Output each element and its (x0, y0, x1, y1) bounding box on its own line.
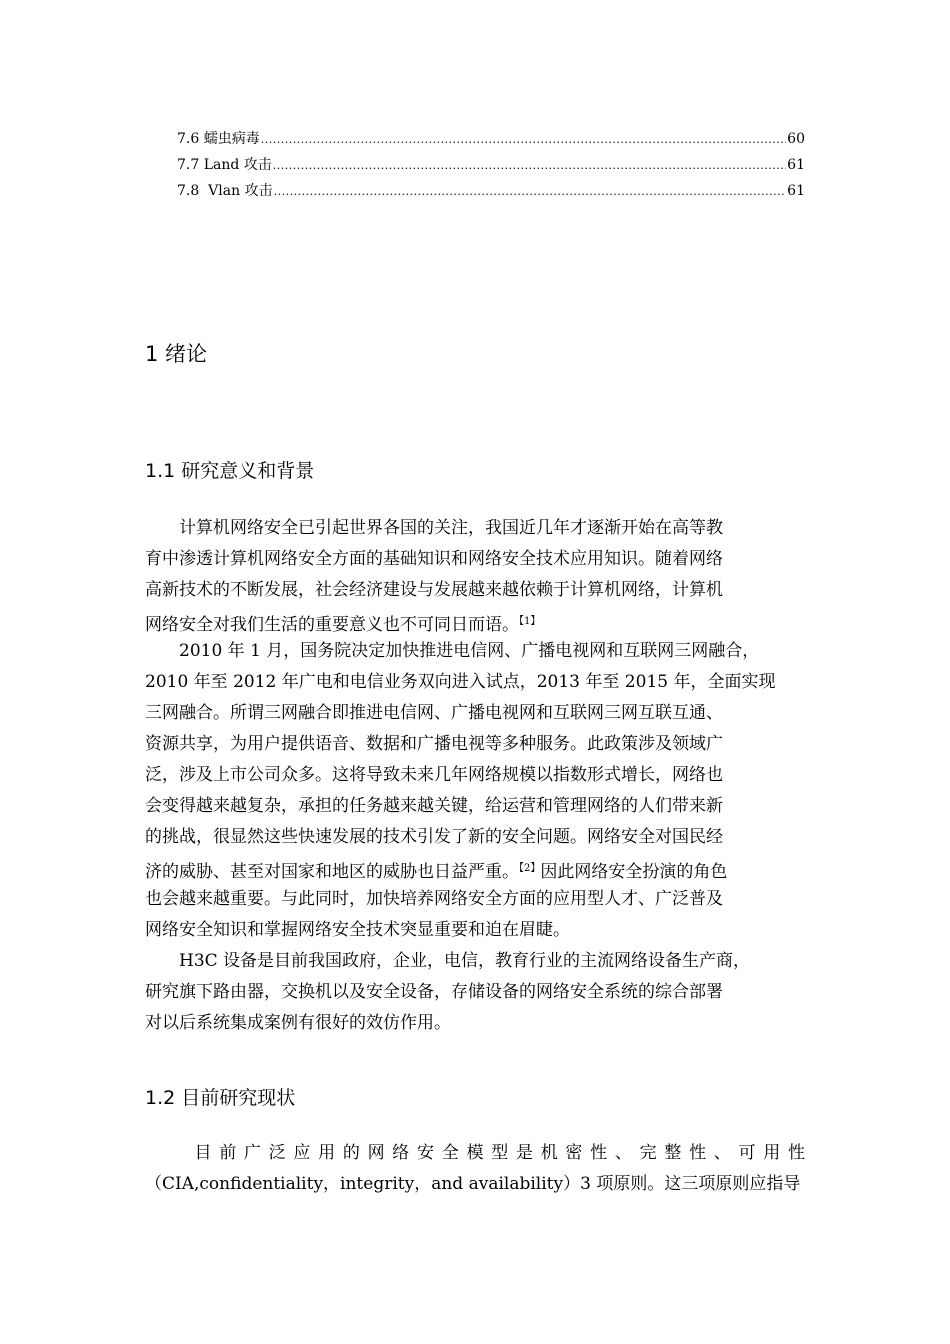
table-of-contents (177, 126, 805, 204)
paragraph-line: 2010 年 1 月，国务院决定加快推进电信网、广播电视网和互联网三网融合， (145, 641, 760, 661)
toc-leader-dots (274, 179, 787, 205)
citation-ref[interactable]: 【2】 (519, 863, 541, 874)
paragraph-line: 目前广泛应用的网络安全模型是机密性、完整性、可用性 (145, 1143, 805, 1163)
paragraph-line: 研究旗下路由器，交换机以及安全设备，存储设备的网络安全系统的综合部署 (145, 982, 723, 1002)
line-text: 网络安全对我们生活的重要意义也不可同日而语。 (145, 615, 519, 635)
paragraph-line: 育中渗透计算机网络安全方面的基础知识和网络安全技术应用知识。随着网络 (145, 549, 723, 569)
paragraph-line: 计算机网络安全已引起世界各国的关注，我国近几年才逐渐开始在高等教 (145, 518, 723, 538)
paragraph-line (145, 853, 805, 884)
paragraph-line: 也会越来越重要。与此同时，加快培养网络安全方面的应用型人才、广泛普及 (145, 889, 723, 909)
paragraph (145, 636, 805, 946)
paragraph-line: 网络安全知识和掌握网络安全技术突显重要和迫在眉睫。 (145, 920, 570, 940)
toc-entry-page: 61 (787, 157, 805, 173)
section-heading: 1.1 研究意义和背景 (145, 460, 315, 482)
line-text: 济的威胁、甚至对国家和地区的威胁也日益严重。 (145, 862, 519, 882)
section-heading: 1.2 目前研究现状 (145, 1087, 296, 1109)
paragraph-line: H3C 设备是目前我国政府，企业，电信，教育行业的主流网络设备生产商， (145, 951, 751, 971)
paragraph (145, 513, 805, 637)
toc-entry[interactable] (177, 126, 805, 152)
toc-leader-dots (273, 153, 786, 179)
paragraph-line: （CIA,confidentiality，integrity，and availability）3 项原则。这三项原则应指导 (145, 1174, 801, 1194)
paragraph-line: 对以后系统集成案例有很好的效仿作用。 (145, 1013, 451, 1033)
toc-entry[interactable] (177, 152, 805, 178)
paragraph-line: 会变得越来越复杂，承担的任务越来越关键，给运营和管理网络的人们带来新 (145, 796, 723, 816)
paragraph (145, 1138, 805, 1200)
paragraph-line: 泛，涉及上市公司众多。这将导致未来几年网络规模以指数形式增长，网络也 (145, 765, 723, 785)
line-text: 因此网络安全扮演的角色 (540, 862, 728, 882)
chapter-title: 1 绪论 (145, 342, 208, 366)
toc-entry-label: 7.6 蠕虫病毒 (177, 131, 260, 147)
paragraph-line: 三网融合。所谓三网融合即推进电信网、广播电视网和互联网三网互联互通、 (145, 703, 723, 723)
toc-entry-label: 7.8 Vlan 攻击 (177, 183, 273, 199)
toc-leader-dots (261, 127, 786, 153)
paragraph-line: 资源共享，为用户提供语音、数据和广播电视等多种服务。此政策涉及领域广 (145, 734, 723, 754)
paragraph-line (145, 606, 805, 637)
toc-entry-page: 61 (787, 183, 805, 199)
toc-entry-page: 60 (787, 131, 805, 147)
paragraph-line: 2010 年至 2012 年广电和电信业务双向进入试点，2013 年至 2015 年，全面实现 (145, 672, 776, 692)
citation-ref[interactable]: 【1】 (519, 616, 541, 627)
paragraph (145, 946, 805, 1039)
paragraph-line: 的挑战，很显然这些快速发展的技术引发了新的安全问题。网络安全对国民经 (145, 827, 723, 847)
toc-entry[interactable] (177, 178, 805, 204)
toc-entry-label: 7.7 Land 攻击 (177, 157, 272, 173)
paragraph-line: 高新技术的不断发展，社会经济建设与发展越来越依赖于计算机网络，计算机 (145, 580, 723, 600)
